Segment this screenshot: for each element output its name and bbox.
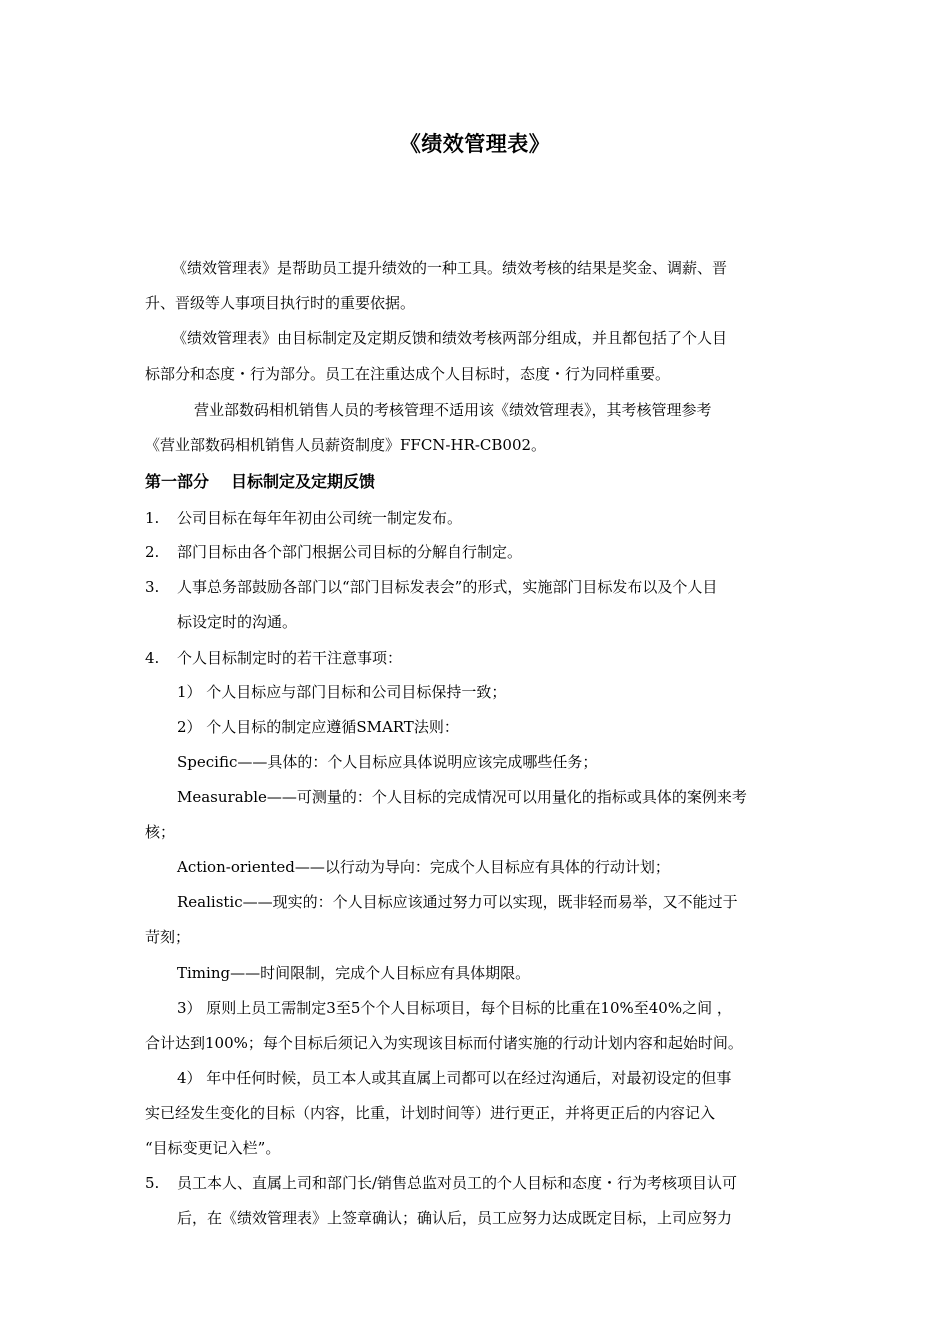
list-number: 5. [145, 1174, 160, 1192]
smart-measurable-line-1: Measurable——可测量的：个人目标的完成情况可以用量化的指标或具体的案例来考 [177, 788, 747, 806]
list-item-4 [145, 648, 402, 668]
list-number: 1. [145, 509, 160, 527]
document-title: 《绩效管理表》 [399, 132, 551, 156]
intro-paragraph-2-line-2: 标部分和态度・行为部分。员工在注重达成个人目标时，态度・行为同样重要。 [145, 365, 671, 383]
list-item-5 [145, 1173, 737, 1193]
sub-item-4-line-2: 实已经发生变化的目标（内容，比重，计划时间等）进行更正，并将更正后的内容记入 [145, 1104, 716, 1122]
list-number: 4. [145, 649, 160, 667]
intro-paragraph-1-line-2: 升、晋级等人事项目执行时的重要依据。 [145, 294, 416, 312]
sub-item-4-line-3: “目标变更记入栏”。 [145, 1139, 281, 1157]
list-text: 人事总务部鼓励各部门以“部门目标发表会”的形式，实施部门目标发布以及个人目 [177, 578, 718, 596]
list-text: 个人目标制定时的若干注意事项： [177, 649, 403, 667]
smart-timing: Timing——时间限制，完成个人目标应有具体期限。 [177, 964, 531, 982]
list-item-1 [145, 508, 462, 528]
intro-paragraph-3-line-1: 营业部数码相机销售人员的考核管理不适用该《绩效管理表》，其考核管理参考 [194, 401, 712, 419]
sub-item-4-line-1: 4） 年中任何时候，员工本人或其直属上司都可以在经过沟通后，对最初设定的但事 [177, 1069, 732, 1087]
intro-paragraph-1-line-1: 《绩效管理表》是帮助员工提升绩效的一种工具。绩效考核的结果是奖金、调薪、晋 [172, 259, 728, 277]
list-item-3 [145, 577, 717, 597]
list-item-3-continued: 标设定时的沟通。 [177, 613, 298, 631]
sub-item-2: 2） 个人目标的制定应遵循SMART法则： [177, 718, 459, 736]
section-title: 目标制定及定期反馈 [231, 472, 376, 491]
list-text: 员工本人、直属上司和部门长/销售总监对员工的个人目标和态度・行为考核项目认可 [177, 1174, 738, 1192]
intro-paragraph-3-line-2: 《营业部数码相机销售人员薪资制度》FFCN-HR-CB002。 [145, 436, 547, 454]
sub-item-3-line-2: 合计达到100%；每个目标后须记入为实现该目标而付诸实施的行动计划内容和起始时间。 [145, 1034, 743, 1052]
sub-item-3-line-1: 3） 原则上员工需制定3至5个个人目标项目，每个目标的比重在10%至40%之间 ， [177, 999, 732, 1017]
intro-paragraph-2-line-1: 《绩效管理表》由目标制定及定期反馈和绩效考核两部分组成，并且都包括了个人目 [172, 329, 728, 347]
section-label: 第一部分 [145, 472, 210, 491]
list-number: 3. [145, 578, 160, 596]
smart-action: Action-oriented——以行动为导向：完成个人目标应有具体的行动计划； [177, 858, 670, 876]
list-text: 部门目标由各个部门根据公司目标的分解自行制定。 [177, 543, 523, 561]
smart-measurable-line-2: 核； [145, 823, 176, 841]
smart-realistic-line-2: 苛刻； [145, 928, 191, 946]
list-text: 公司目标在每年年初由公司统一制定发布。 [177, 509, 463, 527]
section-heading [145, 471, 375, 493]
list-item-5-continued: 后，在《绩效管理表》上签章确认；确认后，员工应努力达成既定目标，上司应努力 [177, 1209, 733, 1227]
list-item-2 [145, 542, 522, 562]
smart-specific: Specific——具体的：个人目标应具体说明应该完成哪些任务； [177, 753, 598, 771]
sub-item-1: 1） 个人目标应与部门目标和公司目标保持一致； [177, 683, 507, 701]
smart-realistic-line-1: Realistic——现实的：个人目标应该通过努力可以实现，既非轻而易举，又不能过于 [177, 893, 738, 911]
list-number: 2. [145, 543, 160, 561]
